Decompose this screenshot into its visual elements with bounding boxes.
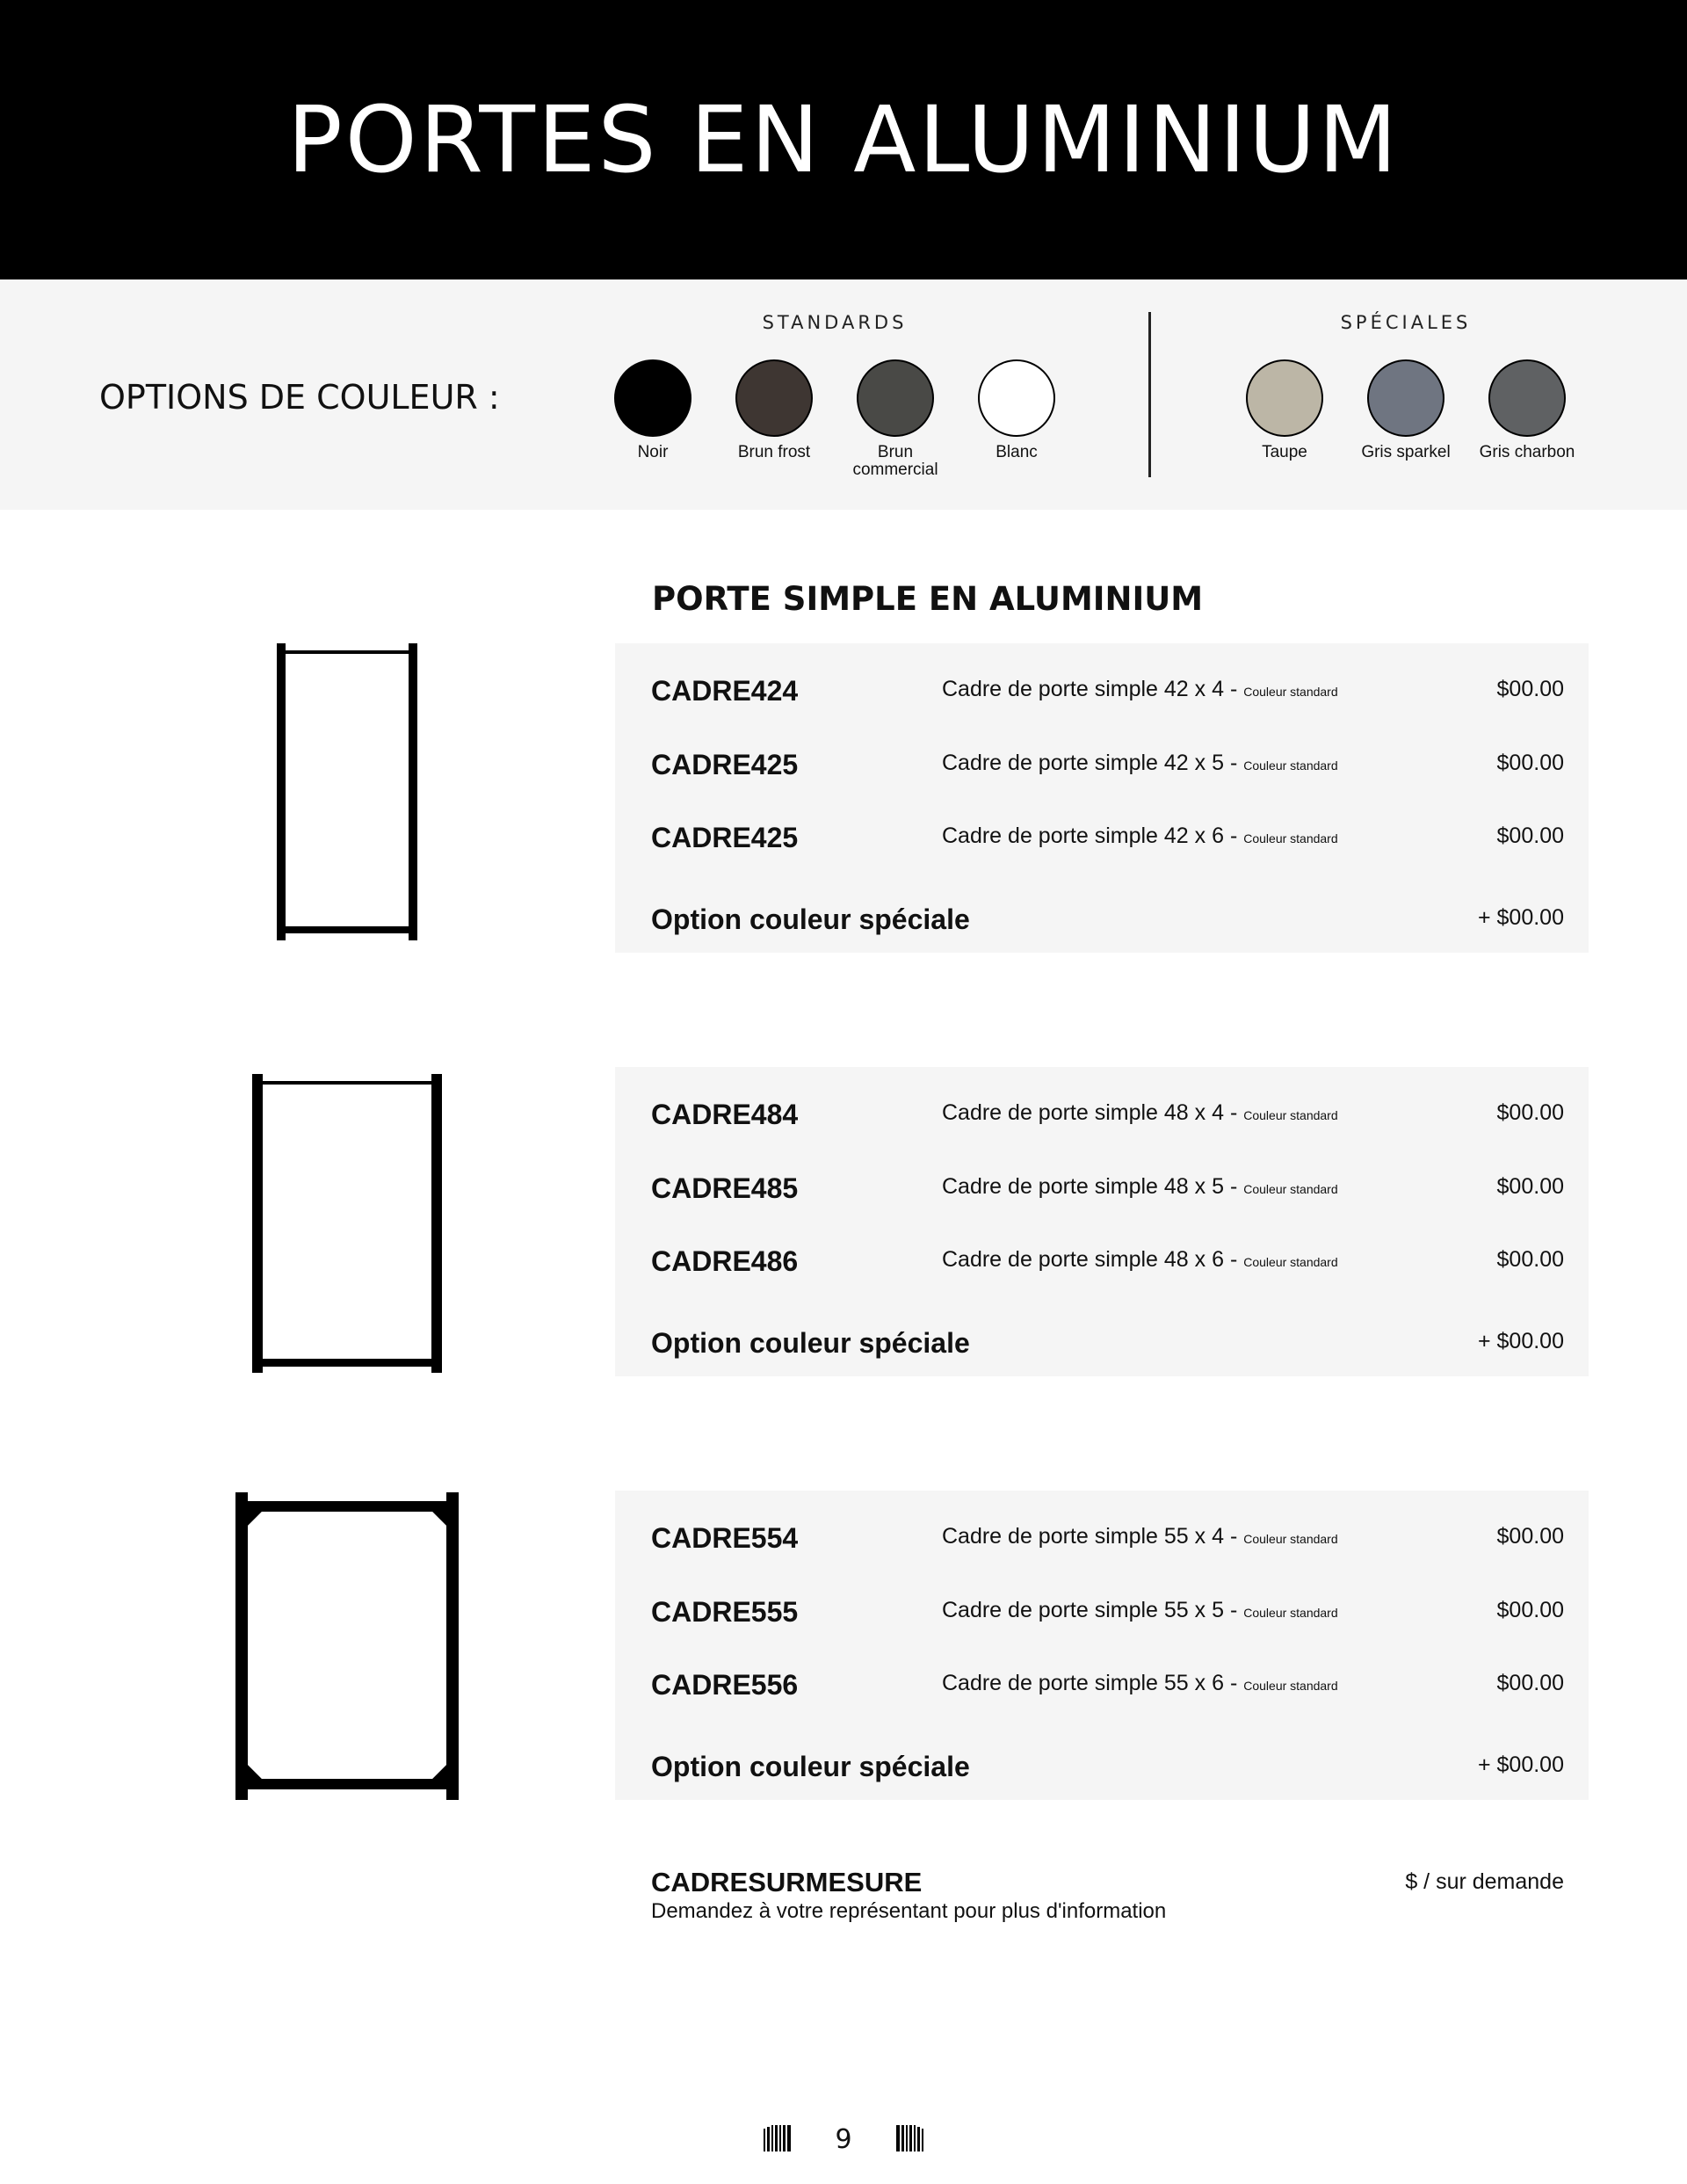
swatch-label-blanc: Blanc bbox=[996, 443, 1038, 461]
swatch-brun-frost bbox=[735, 359, 813, 437]
swatch-gris-charbon bbox=[1488, 359, 1566, 437]
swatch-label-brun-commercial: Brun commercial bbox=[852, 443, 938, 479]
custom-note: Demandez à votre représentant pour plus d'information bbox=[651, 1899, 1167, 1923]
product-color-note: Couleur standard bbox=[1243, 1182, 1338, 1196]
custom-price: $ / sur demande bbox=[1405, 1869, 1564, 1894]
product-color-note: Couleur standard bbox=[1243, 1108, 1338, 1122]
product-color-note: Couleur standard bbox=[1243, 831, 1338, 845]
table-row bbox=[615, 1233, 1589, 1286]
swatch-label-noir: Noir bbox=[637, 443, 669, 461]
product-sku: CADRE424 bbox=[651, 675, 799, 707]
product-sku: CADRE486 bbox=[651, 1245, 799, 1277]
product-color-note: Couleur standard bbox=[1243, 1532, 1338, 1546]
table-row bbox=[615, 809, 1589, 862]
swatch-label-gris-charbon: Gris charbon bbox=[1479, 443, 1575, 461]
price-table-48 bbox=[615, 1067, 1589, 1376]
product-sku: CADRE554 bbox=[651, 1522, 799, 1554]
product-description: Cadre de porte simple 48 x 6 - Couleur standard bbox=[942, 1247, 1338, 1272]
product-price: $00.00 bbox=[1496, 677, 1564, 701]
special-color-option-price: + $00.00 bbox=[1477, 1752, 1564, 1777]
special-color-option-label: Option couleur spéciale bbox=[651, 903, 970, 935]
price-table-55 bbox=[615, 1491, 1589, 1800]
product-description: Cadre de porte simple 55 x 4 - Couleur standard bbox=[942, 1524, 1338, 1549]
product-color-note: Couleur standard bbox=[1243, 1679, 1338, 1693]
table-row bbox=[615, 1657, 1589, 1709]
product-price: $00.00 bbox=[1496, 1598, 1564, 1622]
product-color-note: Couleur standard bbox=[1243, 758, 1338, 773]
page-number: 9 bbox=[835, 2124, 852, 2155]
product-sku: CADRE556 bbox=[651, 1669, 799, 1701]
page-title: PORTES EN ALUMINIUM bbox=[287, 86, 1400, 193]
swatch-label-gris-sparkel: Gris sparkel bbox=[1361, 443, 1451, 461]
swatch-blanc bbox=[978, 359, 1055, 437]
standards-heading: STANDARDS bbox=[762, 312, 908, 333]
special-color-option-price: + $00.00 bbox=[1477, 905, 1564, 930]
special-color-option-row bbox=[615, 891, 1589, 944]
table-row bbox=[615, 1510, 1589, 1563]
product-price: $00.00 bbox=[1496, 751, 1564, 775]
special-color-option-label: Option couleur spéciale bbox=[651, 1751, 970, 1782]
swatch-label-taupe: Taupe bbox=[1262, 443, 1307, 461]
product-description: Cadre de porte simple 42 x 5 - Couleur standard bbox=[942, 751, 1338, 775]
product-price: $00.00 bbox=[1496, 1174, 1564, 1199]
product-sku: CADRE425 bbox=[651, 822, 799, 853]
barcode-decoration-right-icon bbox=[896, 2125, 924, 2151]
product-description: Cadre de porte simple 42 x 4 - Couleur standard bbox=[942, 677, 1338, 701]
product-price: $00.00 bbox=[1496, 1524, 1564, 1549]
color-group-divider bbox=[1148, 312, 1151, 477]
special-color-option-row bbox=[615, 1738, 1589, 1791]
price-table-42 bbox=[615, 643, 1589, 953]
product-description: Cadre de porte simple 42 x 6 - Couleur standard bbox=[942, 824, 1338, 848]
swatch-gris-sparkel bbox=[1367, 359, 1444, 437]
product-sku: CADRE425 bbox=[651, 749, 799, 780]
barcode-decoration-left-icon bbox=[764, 2125, 792, 2151]
product-color-note: Couleur standard bbox=[1243, 1606, 1338, 1620]
product-color-note: Couleur standard bbox=[1243, 1255, 1338, 1269]
table-row bbox=[615, 663, 1589, 715]
product-price: $00.00 bbox=[1496, 1247, 1564, 1272]
custom-sku: CADRESURMESURE bbox=[651, 1867, 923, 1897]
swatch-taupe bbox=[1246, 359, 1323, 437]
color-options-label: OPTIONS DE COULEUR : bbox=[99, 378, 500, 417]
door-frame-55-image bbox=[232, 1491, 462, 1803]
door-frame-42-image bbox=[268, 640, 426, 944]
product-description: Cadre de porte simple 48 x 4 - Couleur standard bbox=[942, 1100, 1338, 1125]
product-sku: CADRE484 bbox=[651, 1099, 799, 1130]
product-sku: CADRE485 bbox=[651, 1172, 799, 1204]
product-price: $00.00 bbox=[1496, 824, 1564, 848]
table-row bbox=[615, 1584, 1589, 1636]
table-row bbox=[615, 1160, 1589, 1213]
special-color-option-row bbox=[615, 1315, 1589, 1368]
door-frame-48-image bbox=[246, 1070, 448, 1375]
product-description: Cadre de porte simple 48 x 5 - Couleur standard bbox=[942, 1174, 1338, 1199]
speciales-heading: SPÉCIALES bbox=[1340, 312, 1472, 333]
product-price: $00.00 bbox=[1496, 1671, 1564, 1695]
special-color-option-price: + $00.00 bbox=[1477, 1329, 1564, 1353]
section-title: PORTE SIMPLE EN ALUMINIUM bbox=[652, 580, 1204, 618]
swatch-brun-commercial bbox=[857, 359, 934, 437]
product-color-note: Couleur standard bbox=[1243, 685, 1338, 699]
product-description: Cadre de porte simple 55 x 5 - Couleur standard bbox=[942, 1598, 1338, 1622]
table-row bbox=[615, 1086, 1589, 1139]
swatch-noir bbox=[614, 359, 691, 437]
product-description: Cadre de porte simple 55 x 6 - Couleur standard bbox=[942, 1671, 1338, 1695]
table-row bbox=[615, 736, 1589, 789]
product-price: $00.00 bbox=[1496, 1100, 1564, 1125]
swatch-label-brun-frost: Brun frost bbox=[737, 443, 811, 461]
special-color-option-label: Option couleur spéciale bbox=[651, 1327, 970, 1359]
product-sku: CADRE555 bbox=[651, 1596, 799, 1628]
